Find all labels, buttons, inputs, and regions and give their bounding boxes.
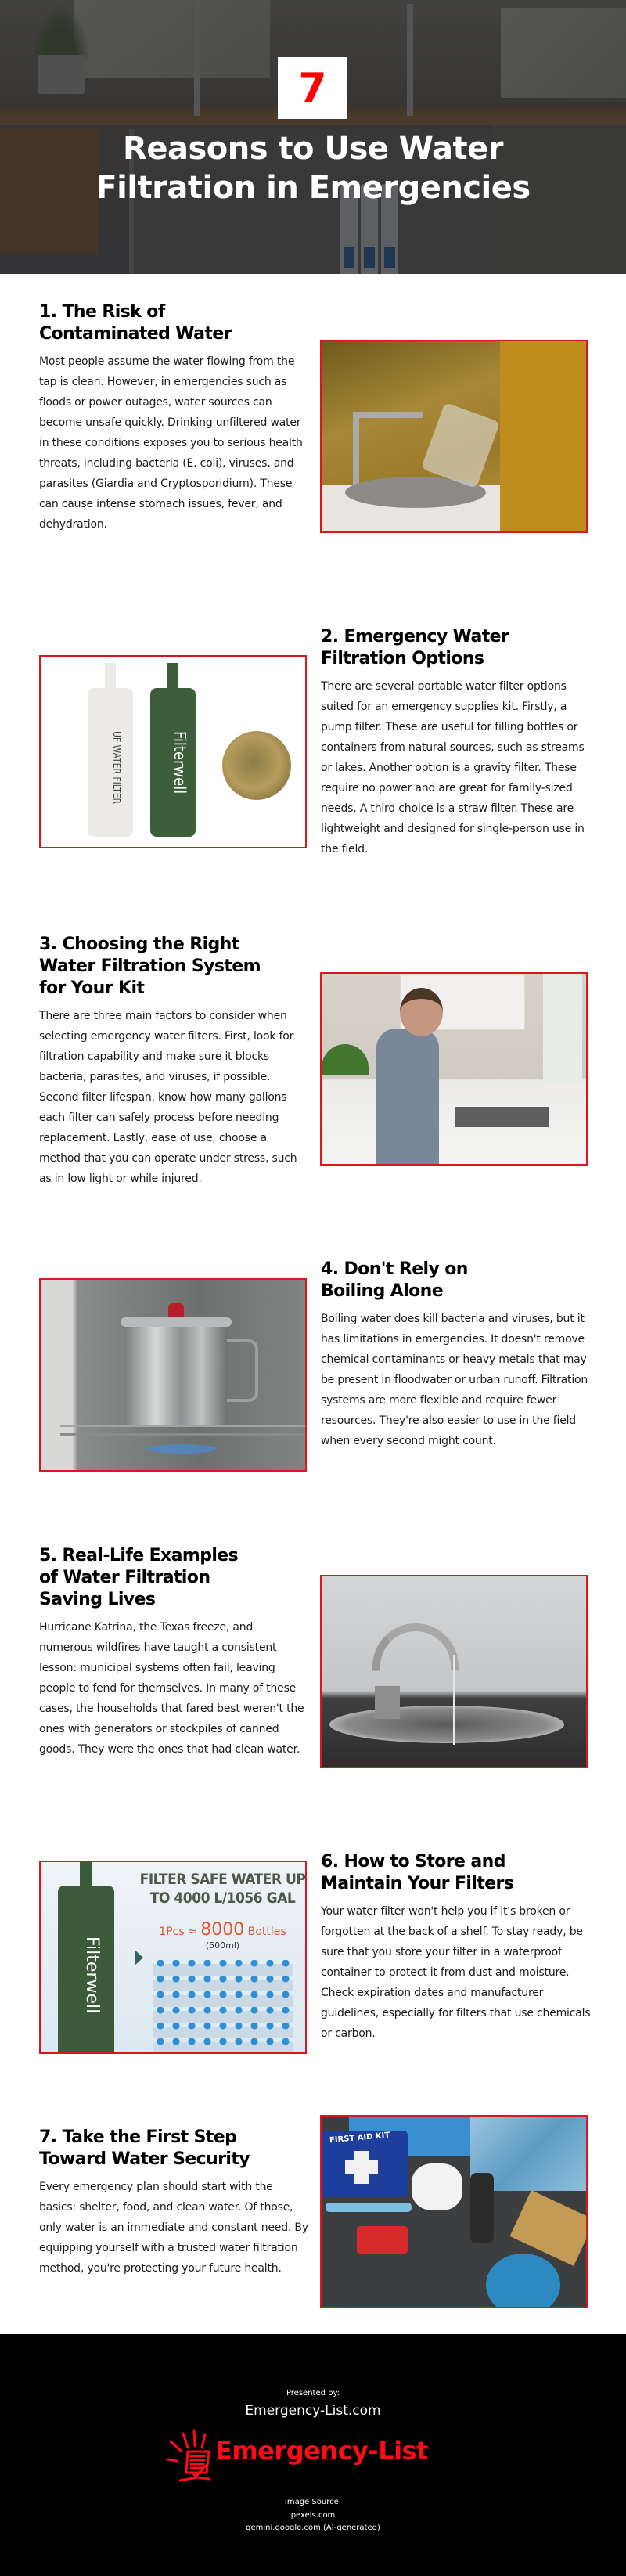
white-filter-label: UF WATER FILTER	[111, 731, 122, 805]
section-2-image	[39, 655, 307, 848]
page-title-line-1: Reasons to Use Water	[123, 131, 503, 167]
section-1-text	[39, 301, 305, 535]
section-body: Your water filter won't help you if it's broken or forgotten at the back of a shelf. To stay ready, be sure that you store your filter in a waterproof container to protect it from dust and moisture. Check expiration dates and manufacturer guidelines, especially for filters that use chemicals or carbon.	[321, 1905, 591, 2040]
logo-wordmark: Emergency-List	[215, 2436, 428, 2466]
section-body: There are three main factors to consider when selecting emergency water filters. First, look for filtration capability and make sure it blocks bacteria, parasites, and viruses, if possible. Second filter lifespan, know how many gallons each filter can safely process before needing replacement. Lastly, ease of use, choose a method that you can operate under stress, such as in low light or while injured.	[39, 1010, 297, 1185]
section-2-text	[321, 626, 595, 859]
site-link[interactable]: Emergency-List.com	[245, 2403, 381, 2419]
infographic-headline: FILTER SAFE WATER UP TO 4000 L/1056 GAL	[139, 1871, 306, 1907]
bottles-count: 8000	[200, 1920, 245, 1940]
play-arrow-icon	[135, 1950, 143, 1965]
section-heading: 7. Take the First Step Toward Water Security	[39, 2127, 250, 2169]
section-5-image	[320, 1575, 588, 1768]
section-heading: 3. Choosing the Right Water Filtration System for Your Kit	[39, 935, 261, 998]
section-5-text	[39, 1545, 305, 1760]
filter-in-use-thumbnail	[222, 731, 291, 800]
section-body: Most people assume the water flowing from the tap is clean. However, in emergencies such as floods or power outages, water sources can become unsafe quickly. Drinking unfiltered water in these conditions exposes you to serious health threats, including bacteria (E. coli), viruses, and parasites (Giardia and Cryptosporidium). These can cause intense stomach issues, fever, and dehydration.	[39, 355, 303, 531]
section-7-image	[320, 2115, 588, 2308]
section-6-text	[321, 1851, 595, 2044]
section-7-text	[39, 2127, 309, 2279]
image-source-pexels: pexels.com	[290, 2511, 336, 2520]
section-3-image	[320, 972, 588, 1166]
infographic-bottle-count	[139, 1920, 307, 1940]
first-aid-kit-label: FIRST AID KIT	[329, 2131, 390, 2145]
section-body: There are several portable water filter options suited for an emergency supplies kit. Firstly, a pump filter. These are useful for filling bottles or containers from natural sources, such as streams or lakes. Another option is a gravity filter. These require no power and are great for family-sized needs. A third choice is a straw filter. These are lightweight and designed for single-person use in the field.	[321, 680, 585, 856]
image-source-label: Image Source:	[284, 2498, 342, 2506]
section-heading: 6. How to Store and Maintain Your Filters	[321, 1852, 514, 1893]
section-body: Hurricane Katrina, the Texas freeze, and numerous wildfires have taught a consistent lesson: municipal systems often fail, leaving people to fend for themselves. In many of these cases, the households that fared best weren't the ones with generators or stockpiles of canned goods. They were the ones that had clean water.	[39, 1621, 304, 1756]
section-heading: 2. Emergency Water Filtration Options	[321, 627, 509, 668]
infographic-bottle-size: (500ml)	[205, 1940, 240, 1951]
section-3-text	[39, 934, 309, 1189]
section-body: Boiling water does kill bacteria and viruses, but it has limitations in emergencies. It doesn't remove chemical contaminants or heavy metals that may be present in floodwater or urban runoff. Filtration systems are more flexible and require fewer resources. They're also easier to use in the field when every second might count.	[321, 1313, 588, 1447]
count-badge	[278, 57, 347, 119]
page-title-line-2: Filtration in Emergencies	[95, 170, 531, 206]
pcs-label: 1Pcs ≈	[159, 1926, 197, 1938]
section-1-image	[320, 340, 588, 533]
green-filter-label: Filterwell	[171, 731, 189, 794]
section-heading: 4. Don't Rely on Boiling Alone	[321, 1259, 468, 1301]
section-body: Every emergency plan should start with the basics: shelter, food, and clean water. Of those, only water is an immediate and constant need. By equipping yourself with a trusted water filtration method, you're protecting your future health.	[39, 2181, 308, 2275]
presented-by-label: Presented by:	[286, 2389, 340, 2398]
section-4-text	[321, 1259, 595, 1451]
bottles-illustration	[153, 1960, 293, 2054]
section-6-image	[39, 1861, 307, 2054]
section-4-image	[39, 1278, 307, 1472]
infographic-brand: Filterwell	[82, 1937, 102, 2014]
section-heading: 1. The Risk of Contaminated Water	[39, 302, 232, 344]
hero-banner	[0, 0, 626, 274]
section-heading: 5. Real-Life Examples of Water Filtration Saving Lives	[39, 1546, 239, 1609]
bottles-word: Bottles	[247, 1926, 286, 1938]
image-source-gemini: gemini.google.com (AI-generated)	[246, 2524, 380, 2532]
count-number: 7	[298, 64, 327, 112]
footer	[0, 2334, 626, 2576]
page-title	[0, 129, 626, 207]
